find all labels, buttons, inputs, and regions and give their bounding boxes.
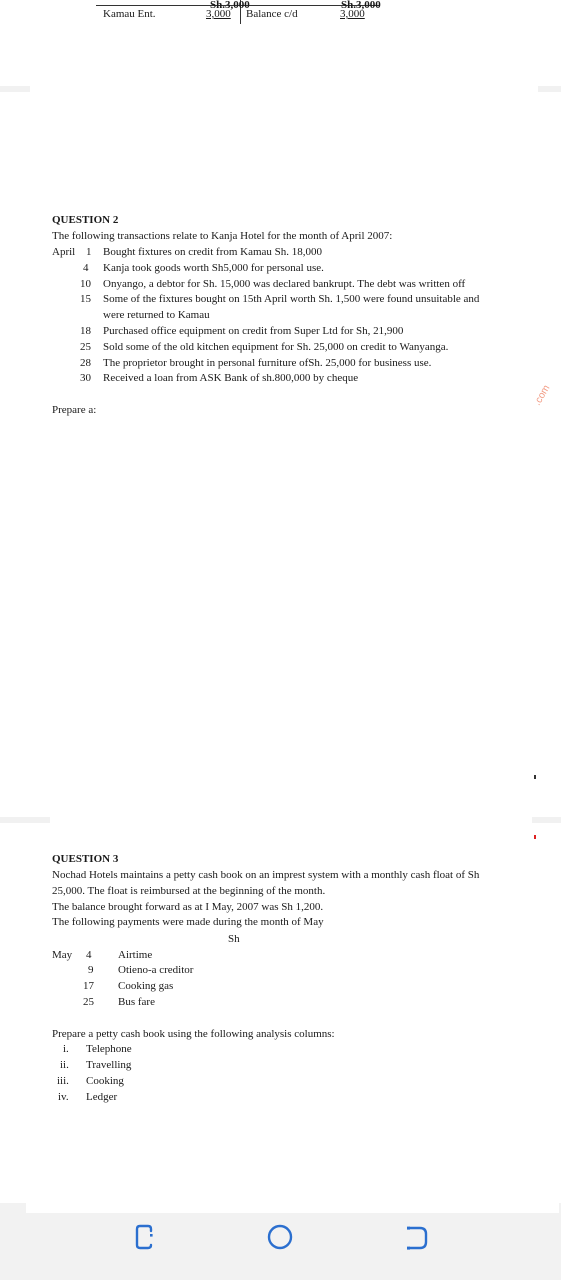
page-separator-gap bbox=[50, 817, 532, 823]
q3-column-name: Travelling bbox=[86, 1059, 132, 1071]
q3-payment-item: Bus fare bbox=[118, 996, 155, 1008]
question3-prepare: Prepare a petty cash book using the following analysis columns: bbox=[52, 1028, 335, 1040]
q3-column-number: iv. bbox=[58, 1091, 69, 1103]
ledger-clipped-total-right: Sh.3,000 bbox=[341, 0, 381, 11]
home-button[interactable] bbox=[260, 1220, 300, 1256]
q3-column-number: i. bbox=[63, 1043, 69, 1055]
q2-transaction: Bought fixtures on credit from Kamau Sh. 18,000 bbox=[103, 246, 323, 258]
q2-day: 30 bbox=[80, 372, 91, 384]
q3-payment-item: Airtime bbox=[118, 949, 153, 961]
q2-day: 4 bbox=[83, 262, 89, 274]
q2-day: 1 bbox=[86, 246, 92, 258]
ledger-right-amount: 3,000 bbox=[340, 8, 365, 20]
ledger-clipped-total-left: Sh.3,000 bbox=[210, 0, 250, 11]
question3-line: Nochad Hotels maintains a petty cash book on an imprest system with a monthly cash float of Sh bbox=[52, 869, 480, 881]
q2-day: 15 bbox=[80, 293, 91, 305]
q2-transaction-continuation: were returned to Kamau bbox=[103, 309, 210, 321]
page-separator-gap bbox=[30, 86, 538, 92]
q3-column-name: Ledger bbox=[86, 1091, 118, 1103]
q3-column-name: Telephone bbox=[86, 1043, 132, 1055]
q3-day: 9 bbox=[88, 964, 94, 976]
question3-line: 25,000. The float is reimbursed at the beginning of the month. bbox=[52, 885, 326, 897]
q3-payment-item: Cooking gas bbox=[118, 980, 174, 992]
ledger-right-label: Balance c/d bbox=[246, 8, 298, 20]
document-bottom-edge bbox=[26, 1203, 559, 1213]
question2-heading: QUESTION 2 bbox=[52, 214, 119, 226]
q3-day: 17 bbox=[83, 980, 94, 992]
home-icon bbox=[260, 1220, 300, 1256]
q3-column-name: Cooking bbox=[86, 1075, 124, 1087]
back-button[interactable] bbox=[396, 1220, 436, 1256]
question3-heading: QUESTION 3 bbox=[52, 853, 119, 865]
recent-apps-button[interactable] bbox=[124, 1220, 164, 1256]
q3-column-number: ii. bbox=[60, 1059, 69, 1071]
q2-transaction: Some of the fixtures bought on 15th April worth Sh. 1,500 were found unsuitable and bbox=[103, 293, 480, 305]
q3-column-number: iii. bbox=[57, 1075, 69, 1087]
q3-day: 4 bbox=[86, 949, 92, 961]
question2-month: April bbox=[52, 246, 76, 258]
q2-day: 25 bbox=[80, 341, 91, 353]
q2-transaction: Purchased office equipment on credit from Super Ltd for Sh, 21,900 bbox=[103, 325, 404, 337]
ledger-left-amount: 3,000 bbox=[206, 8, 231, 20]
q3-month: May bbox=[52, 949, 73, 961]
margin-mark bbox=[534, 775, 536, 779]
q2-transaction: Sold some of the old kitchen equipment for Sh. 25,000 on credit to Wanyanga. bbox=[103, 341, 449, 353]
q3-day: 25 bbox=[83, 996, 94, 1008]
q2-transaction: Onyango, a debtor for Sh. 15,000 was declared bankrupt. The debt was written off bbox=[103, 278, 466, 290]
q3-payment-item: Otieno-a creditor bbox=[118, 964, 194, 976]
q2-transaction: Kanja took goods worth Sh5,000 for personal use. bbox=[103, 262, 324, 274]
q2-day: 28 bbox=[80, 357, 91, 369]
question2-prepare: Prepare a: bbox=[52, 404, 97, 416]
question3-line: The following payments were made during the month of May bbox=[52, 916, 324, 928]
ledger-left-label: Kamau Ent. bbox=[103, 8, 156, 20]
recent-apps-icon bbox=[124, 1220, 164, 1256]
q2-day: 18 bbox=[80, 325, 91, 337]
q2-transaction: The proprietor brought in personal furniture ofSh. 25,000 for business use. bbox=[103, 357, 432, 369]
q2-transaction: Received a loan from ASK Bank of sh.800,000 by cheque bbox=[103, 372, 359, 384]
q2-day: 10 bbox=[80, 278, 91, 290]
question3-line: The balance brought forward as at I May, 2007 was Sh 1,200. bbox=[52, 901, 324, 913]
question2-intro: The following transactions relate to Kanja Hotel for the month of April 2007: bbox=[52, 230, 393, 242]
watermark: .com bbox=[532, 383, 553, 408]
back-icon bbox=[396, 1220, 436, 1256]
margin-mark bbox=[534, 835, 536, 839]
q3-currency-header: Sh bbox=[228, 933, 240, 945]
